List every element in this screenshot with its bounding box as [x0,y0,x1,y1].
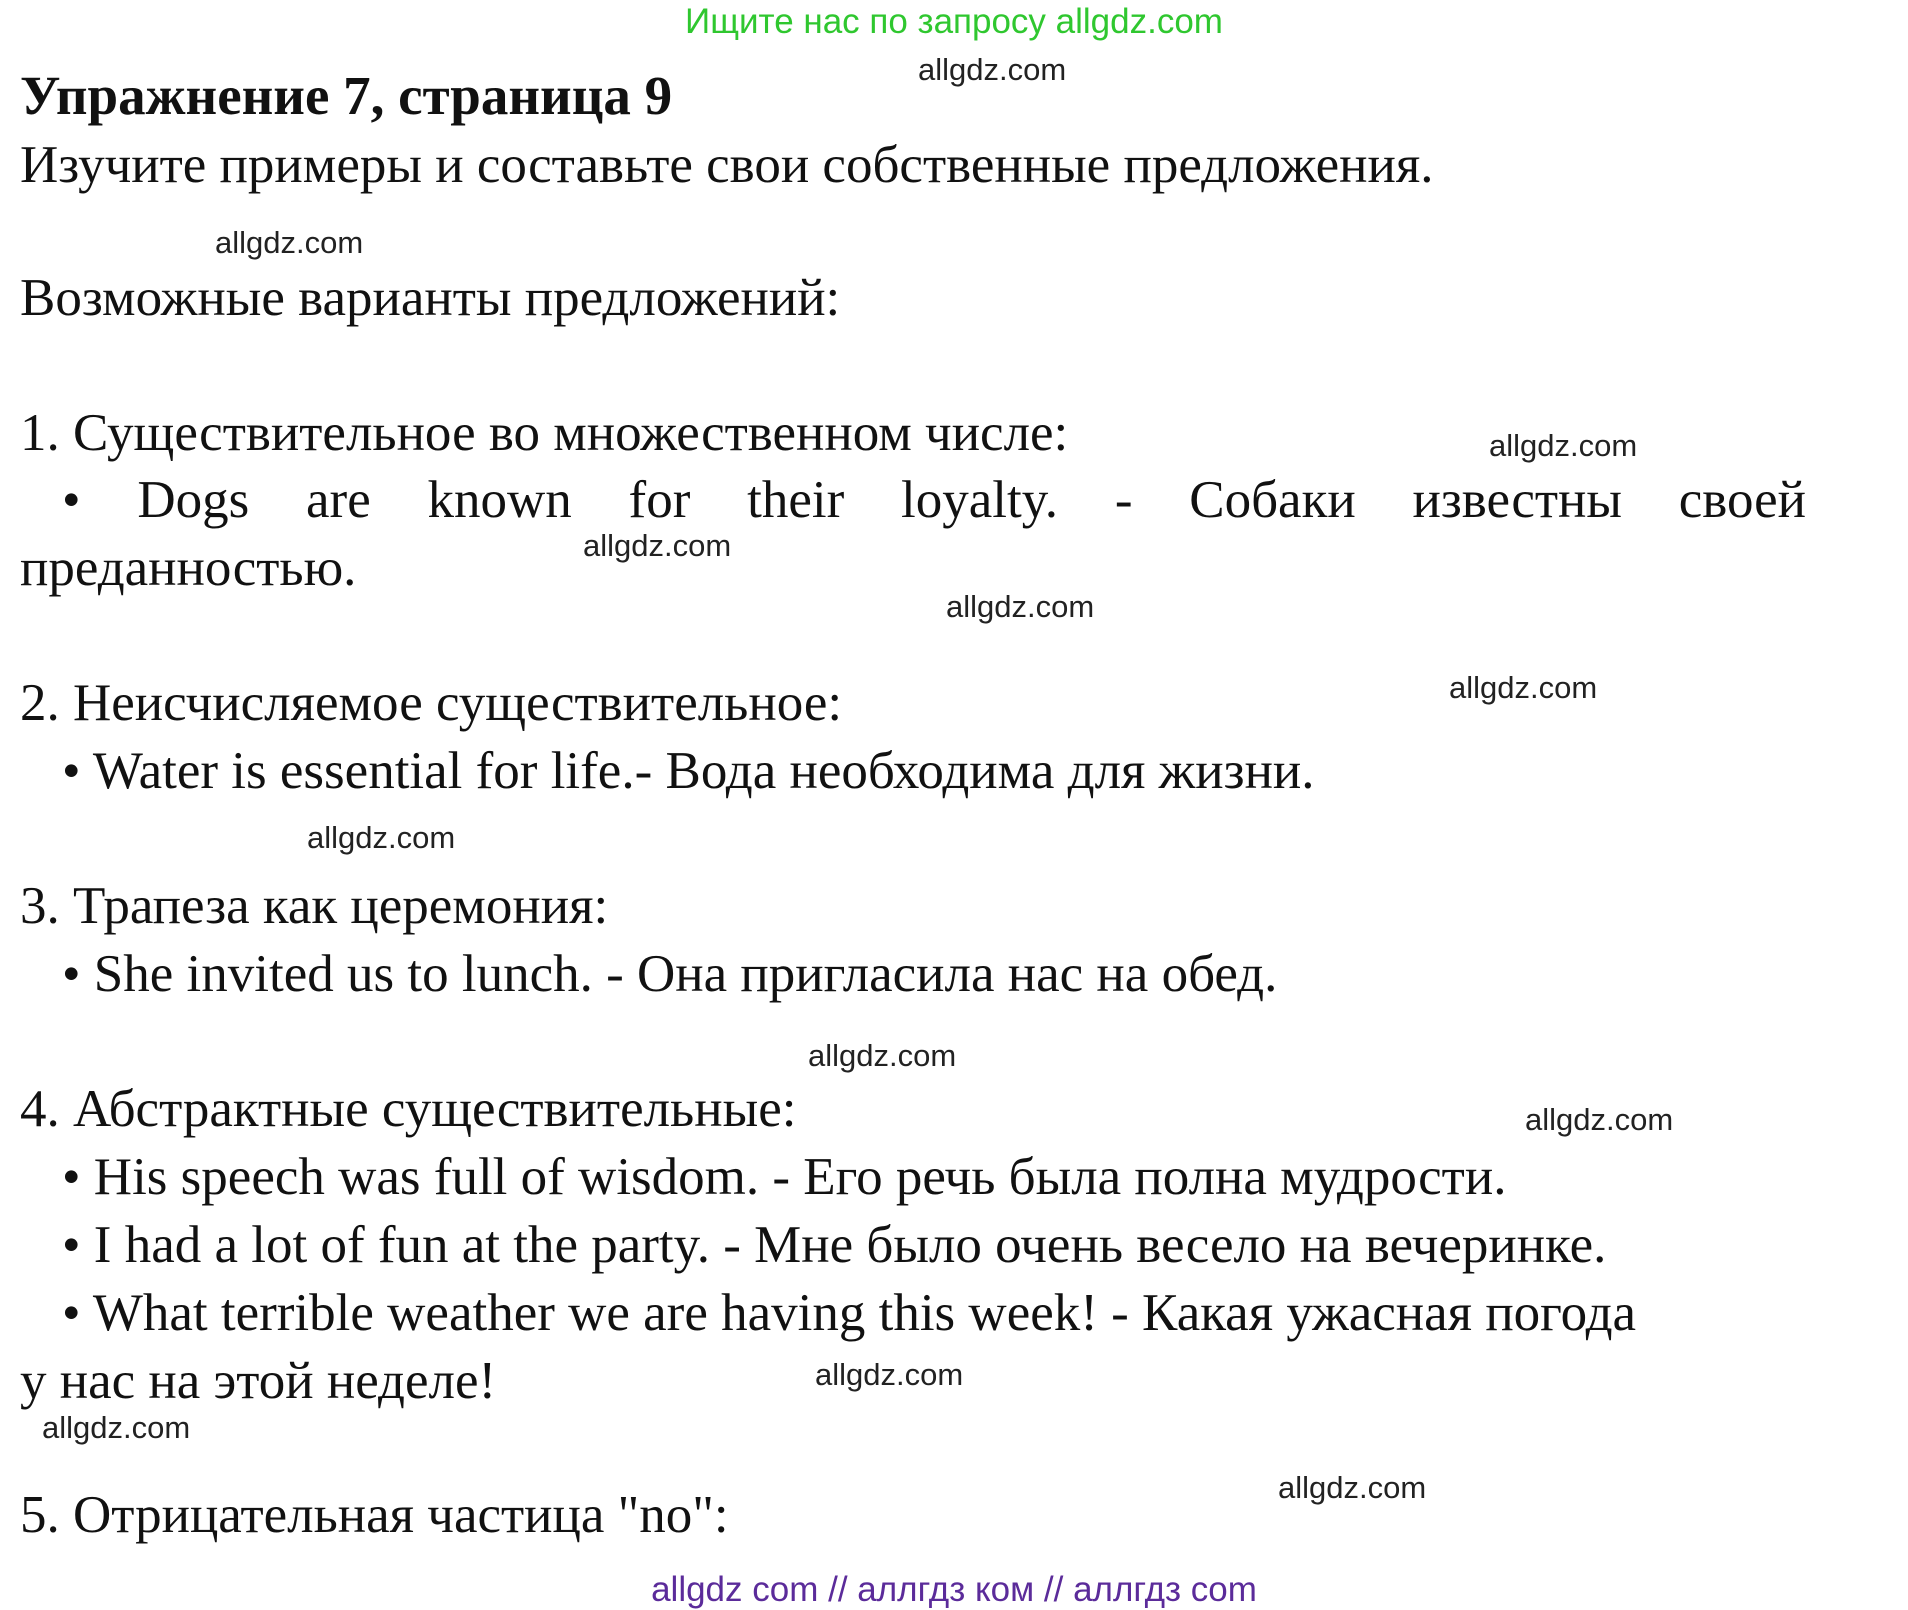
section-4-bullet-3: • What terrible weather we are having this week! - Какая ужасная погода [62,1284,1637,1342]
watermark: allgdz.com [1278,1470,1427,1505]
section-2-bullet-1: • Water is essential for life.- Вода необходима для жизни. [62,742,1315,800]
watermark: allgdz.com [1525,1102,1674,1137]
section-1-bullet-1: • Dogs are known for their loyalty. - Собаки известны своей [62,471,1806,529]
watermark: allgdz.com [1449,670,1598,705]
section-4-heading: 4. Абстрактные существительные: [20,1080,797,1138]
top-banner[interactable]: Ищите нас по запросу allgdz.com [685,2,1223,41]
page-title: Упражнение 7, страница 9 [20,65,673,126]
watermark: allgdz.com [307,820,456,855]
section-4-bullet-1: • His speech was full of wisdom. - Его речь была полна мудрости. [62,1148,1507,1206]
instruction: Изучите примеры и составьте свои собственные предложения. [20,136,1434,194]
section-5-heading: 5. Отрицательная частица "no": [20,1486,729,1544]
watermark: allgdz.com [918,52,1067,87]
watermark: allgdz.com [42,1410,191,1445]
section-2-heading: 2. Неисчисляемое существительное: [20,674,843,732]
watermark: allgdz.com [808,1038,957,1073]
intro: Возможные варианты предложений: [20,269,841,327]
footer[interactable]: allgdz com // аллгдз ком // аллгдз com [651,1570,1257,1609]
section-3-bullet-1: • She invited us to lunch. - Она пригласила нас на обед. [62,945,1278,1003]
watermark: allgdz.com [583,528,732,563]
section-4-continuation: у нас на этой неделе! [20,1352,497,1410]
watermark: allgdz.com [815,1357,964,1392]
section-4-bullet-2: • I had a lot of fun at the party. - Мне было очень весело на вечеринке. [62,1216,1607,1274]
section-3-heading: 3. Трапеза как церемония: [20,877,609,935]
section-1-continuation: преданностью. [20,539,357,597]
watermark: allgdz.com [946,589,1095,624]
watermark: allgdz.com [1489,428,1638,463]
section-1-heading: 1. Существительное во множественном числе: [20,404,1069,462]
watermark: allgdz.com [215,225,364,260]
